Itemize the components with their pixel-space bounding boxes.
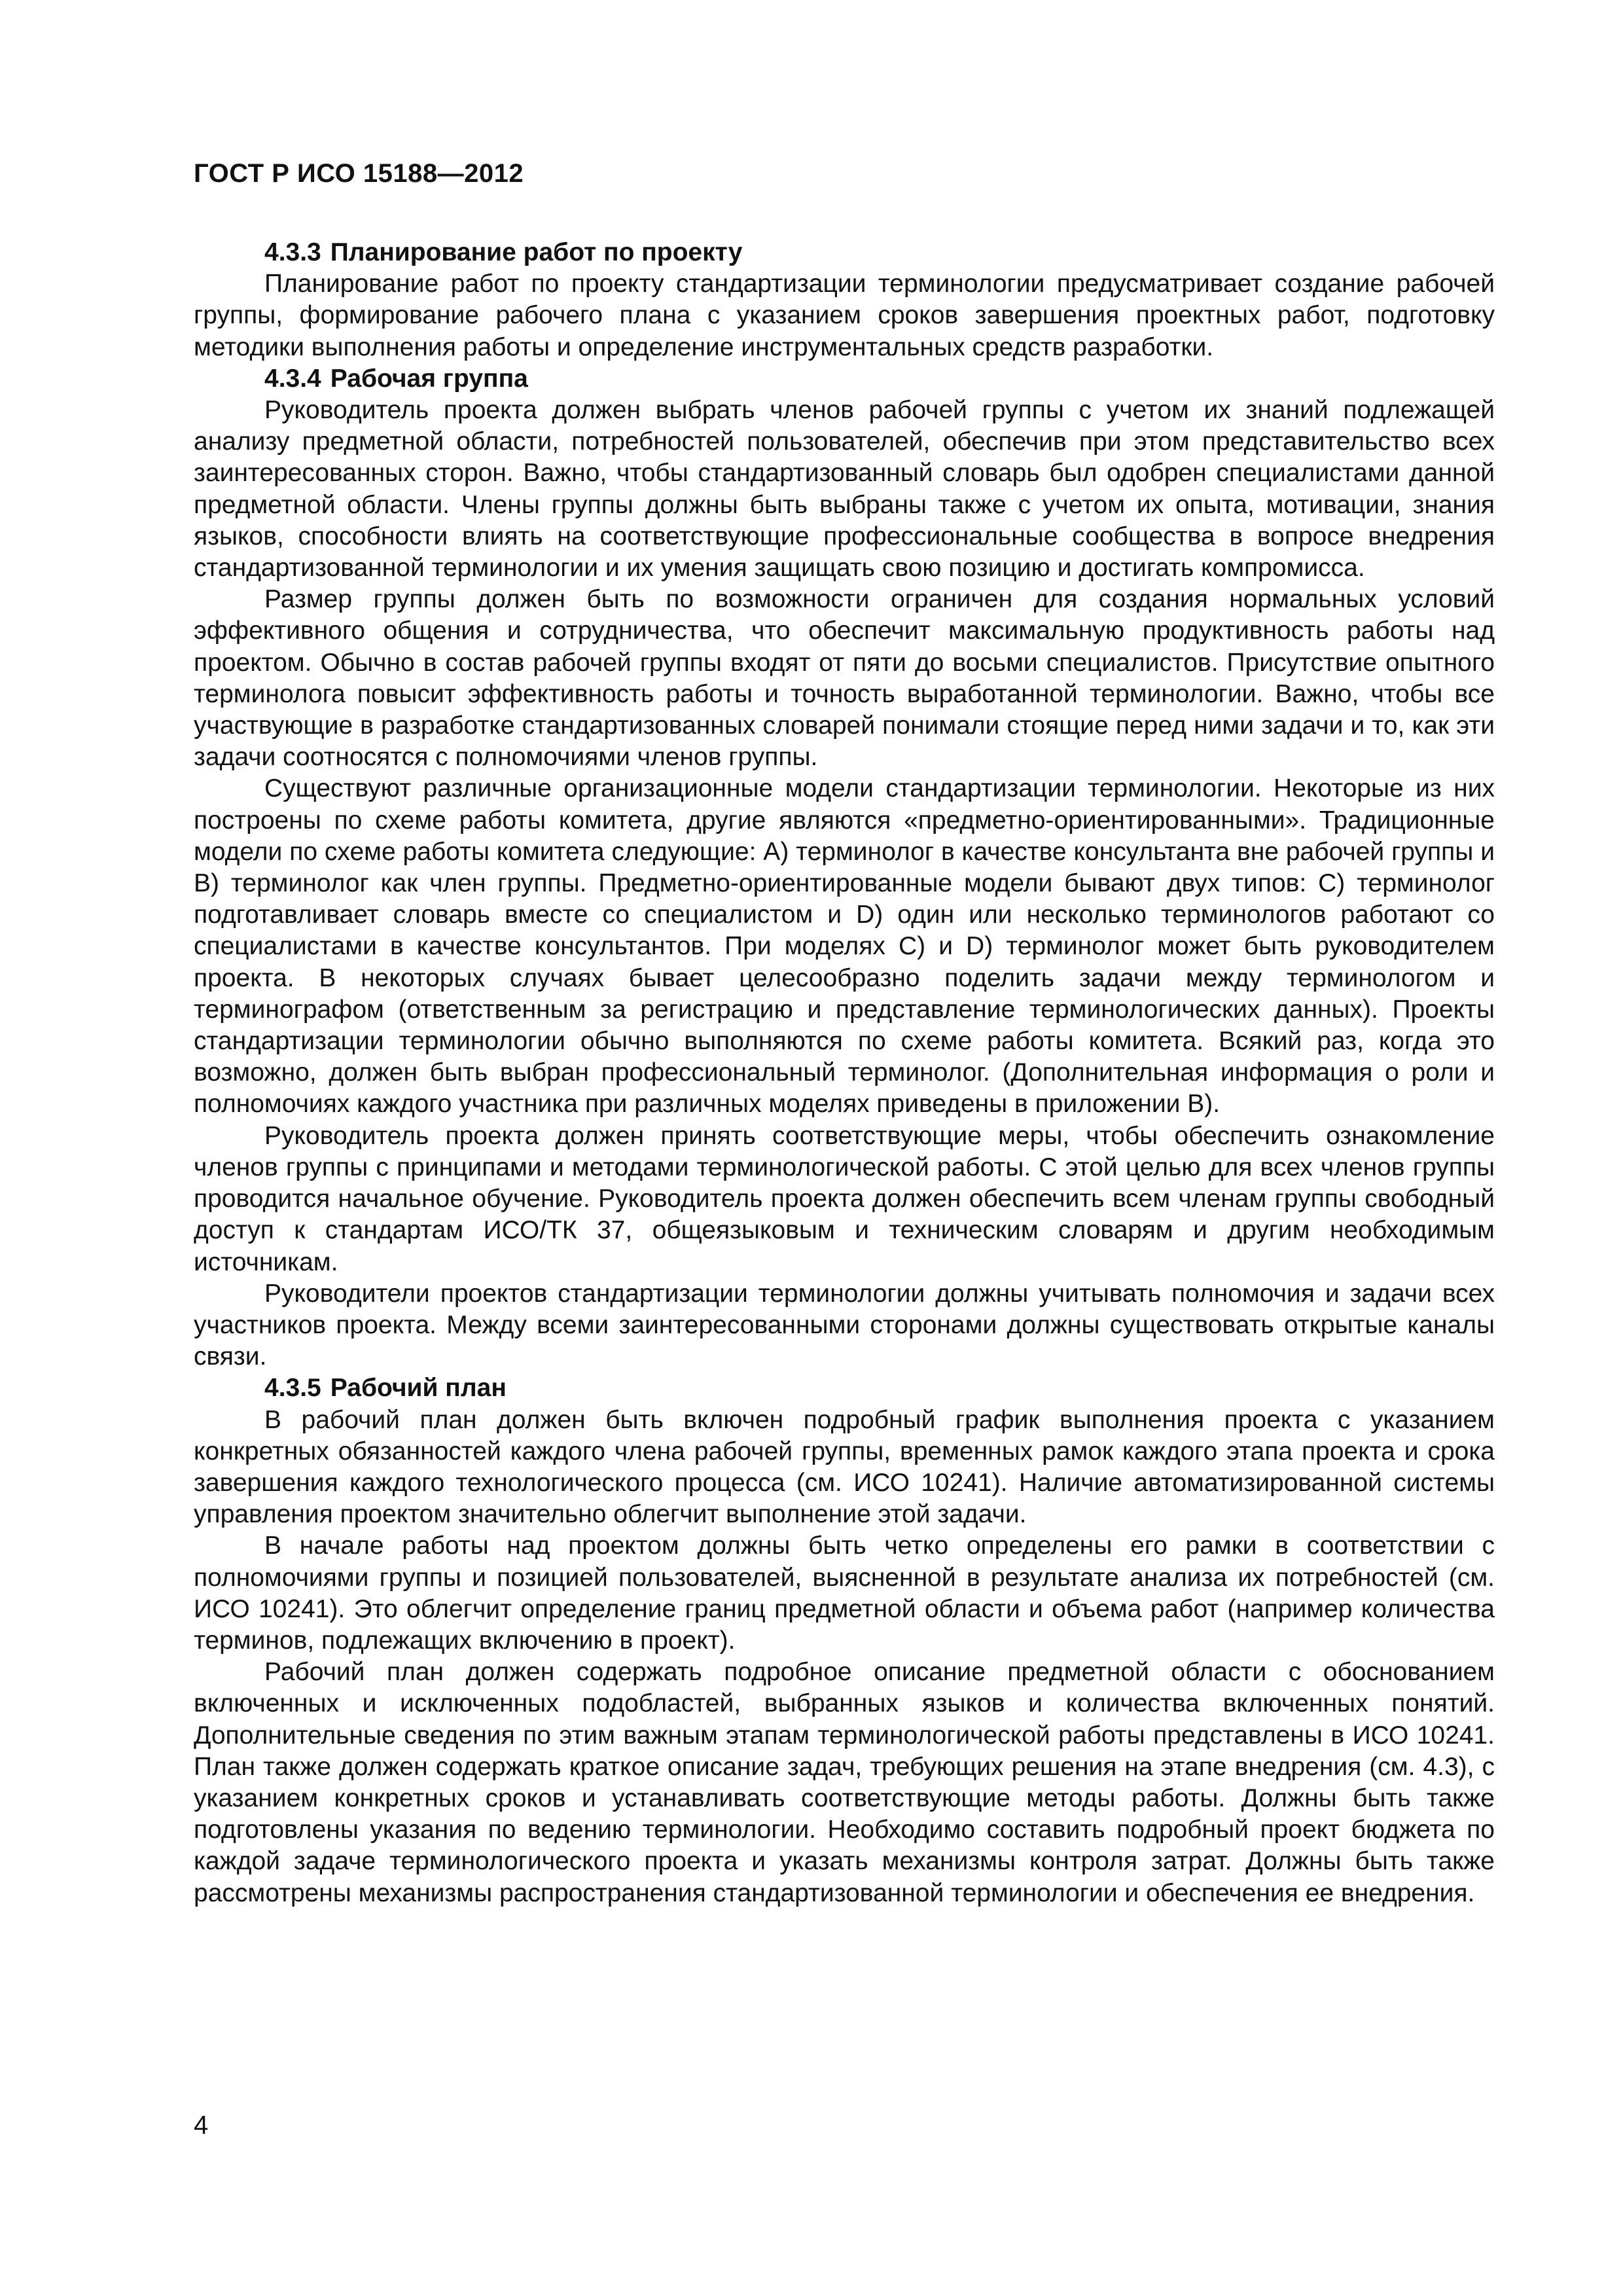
section-heading: [194, 1372, 1495, 1404]
paragraph: Планирование работ по проекту стандартизации терминологии предусматривает создание рабочей группы, формирование рабочего плана с указанием сроков завершения проектных работ, подготовку методики выполнения работы и определение инструментальных средств разработки.: [194, 270, 1495, 361]
section-title: Рабочий план: [330, 1374, 507, 1403]
section-title: Рабочая группа: [330, 364, 528, 393]
paragraph: Руководители проектов стандартизации терминологии должны учитывать полномочия и задачи всех участников проекта. Между всеми заинтересованными сторонами должны существовать открытые каналы связи.: [194, 1279, 1495, 1371]
paragraph: Существуют различные организационные модели стандартизации терминологии. Некоторые из них построены по схеме работы комитета, другие являются «предметно-ориентированными». Традиционные модели по схеме работы комитета следующие: А) терминолог в качестве консультанта вне рабочей группы и В) терминолог как член группы. Предметно-ориентированные модели бывают двух типов: С) терминолог подготавливает словарь вместе со специалистом и D) один или несколько терминологов работают со специалистами в качестве консультантов. При моделях С) и D) терминолог может быть руководителем проекта. В некоторых случаях бывает целесообразно поделить задачи между терминологом и терминографом (ответственным за регистрацию и представление терминологических данных). Проекты стандартизации терминологии обычно выполняются по схеме работы комитета. Всякий раз, когда это возможно, должен быть выбран профессиональный терминолог. (Дополнительная информация о роли и полномочиях каждого участника при различных моделях приведены в приложении В).: [194, 774, 1495, 1119]
paragraph: Рабочий план должен содержать подробное описание предметной области с обоснованием включенных и исключенных подобластей, выбранных языков и количества включенных понятий. Дополнительные сведения по этим важным этапам терминологической работы представлены в ИСО 10241. План также должен содержать краткое описание задач, требующих решения на этапе внедрения (см. 4.3), с указанием конкретных сроков и устанавливать соответствующие методы работы. Должны быть также подготовлены указания по ведению терминологии. Необходимо составить подробный проект бюджета по каждой задаче терминологического проекта и указать механизмы контроля затрат. Должны быть также рассмотрены механизмы распространения стандартизованной терминологии и обеспечения ее внедрения.: [194, 1658, 1495, 1907]
section-heading: [194, 237, 1495, 268]
paragraph: Руководитель проекта должен выбрать членов рабочей группы с учетом их знаний подлежащей анализу предметной области, потребностей пользователей, обеспечив при этом представительство всех заинтересованных сторон. Важно, чтобы стандартизованный словарь был одобрен специалистами данной предметной области. Члены группы должны быть выбраны также с учетом их опыта, мотивации, знания языков, способности влиять на соответствующие профессиональные сообщества в вопросе внедрения стандартизованной терминологии и их умения защищать свою позицию и достигать компромисса.: [194, 396, 1495, 583]
paragraph: В рабочий план должен быть включен подробный график выполнения проекта с указанием конкретных обязанностей каждого члена рабочей группы, временных рамок каждого этапа проекта и срока завершения каждого технологического процесса (см. ИСО 10241). Наличие автоматизированной системы управления проектом значительно облегчит выполнение этой задачи.: [194, 1405, 1495, 1529]
paragraph: Руководитель проекта должен принять соответствующие меры, чтобы обеспечить ознакомление членов группы с принципами и методами терминологической работы. С этой целью для всех членов группы проводится начальное обучение. Руководитель проекта должен обеспечить всем членам группы свободный доступ к стандартам ИСО/ТК 37, общеязыковым и техническим словарям и другим необходимым источникам.: [194, 1121, 1495, 1276]
paragraph: Размер группы должен быть по возможности ограничен для создания нормальных условий эффективного общения и сотрудничества, что обеспечит максимальную продуктивность работы над проектом. Обычно в состав рабочей группы входят от пяти до восьми специалистов. Присутствие опытного терминолога повысит эффективность работы и точность выработанной терминологии. Важно, чтобы все участвующие в разработке стандартизованных словарей понимали стоящие перед ними задачи и то, как эти задачи соотносятся с полномочиями членов группы.: [194, 585, 1495, 772]
section-heading: [194, 363, 1495, 395]
document-body: [194, 237, 1495, 1909]
paragraph: В начале работы над проектом должны быть четко определены его рамки в соответствии с полномочиями группы и позицией пользователей, выясненной в результате анализа их потребностей (см. ИСО 10241). Это облегчит определение границ предметной области и объема работ (например количества терминов, подлежащих включению в проект).: [194, 1532, 1495, 1655]
section-title: Планирование работ по проекту: [330, 238, 743, 266]
document-header: ГОСТ Р ИСО 15188—2012: [194, 159, 524, 188]
section-number: 4.3.5: [264, 1374, 321, 1403]
section-number: 4.3.3: [264, 238, 321, 266]
page-number: 4: [194, 2111, 209, 2140]
section-number: 4.3.4: [264, 364, 321, 393]
